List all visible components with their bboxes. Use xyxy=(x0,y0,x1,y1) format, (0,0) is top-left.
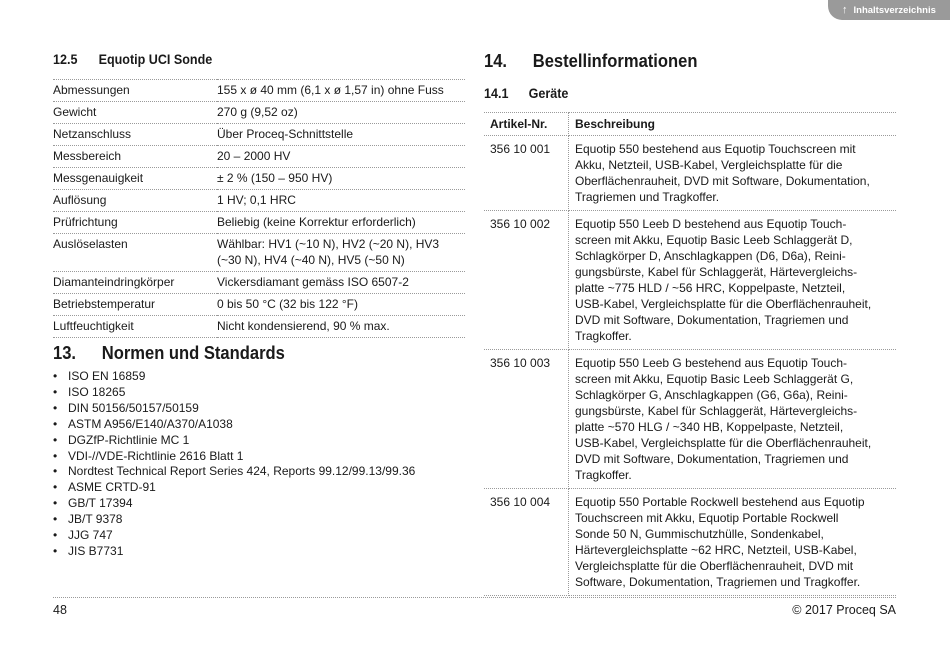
spec-key: Luftfeuchtigkeit xyxy=(53,316,217,338)
description-line: DVD mit Software, Dokumentation, Tragriemen und xyxy=(575,313,849,327)
description-line: Vergleichsplatte für die Oberflächenrauheit, DVD mit xyxy=(575,559,854,573)
standard-text: GB/T 17394 xyxy=(68,496,133,511)
spec-key: Messbereich xyxy=(53,146,217,168)
toc-link-label: Inhaltsverzeichnis xyxy=(853,5,936,16)
spec-value xyxy=(217,168,465,190)
spec-key: Abmessungen xyxy=(53,80,217,102)
standard-text: ISO EN 16859 xyxy=(68,369,146,383)
description-line: screen mit Akku, Equotip Basic Leeb Schlaggerät D, xyxy=(575,233,853,247)
spec-row xyxy=(53,80,465,102)
article-description xyxy=(569,211,897,350)
section-14-heading xyxy=(484,51,697,72)
spec-row xyxy=(53,212,465,234)
spec-value-line: 20 – 2000 HV xyxy=(217,149,291,163)
section-number: 12.5 xyxy=(53,52,78,67)
bullet-icon: • xyxy=(53,543,58,558)
description-line: Tragkoffer. xyxy=(575,329,632,343)
bullet-icon: • xyxy=(53,448,58,463)
bullet-icon: • xyxy=(53,432,58,447)
description-line: gungsbürste, Kabel für Schlaggerät, Härtevergleichs- xyxy=(575,265,858,279)
list-item xyxy=(53,480,415,496)
description-line: platte ~570 HLG / ~340 HB, Koppelpaste, Netzteil, xyxy=(575,420,844,434)
list-item xyxy=(53,449,415,465)
spec-value-line: 155 x ø 40 mm (6,1 x ø 1,57 in) ohne Fuss xyxy=(217,83,444,97)
description-line: Touchscreen mit Akku, Equotip Portable Rockwell xyxy=(575,511,839,525)
list-item xyxy=(53,433,415,449)
spec-key: Betriebstemperatur xyxy=(53,294,217,316)
spec-key: Auflösung xyxy=(53,190,217,212)
arrow-up-icon: ↑ xyxy=(842,4,848,16)
article-number: 356 10 003 xyxy=(484,350,569,489)
spec-value-line: Über Proceq-Schnittstelle xyxy=(217,127,354,141)
bullet-icon: • xyxy=(53,464,58,479)
section-number: 14.1 xyxy=(484,86,509,101)
list-item xyxy=(53,512,415,528)
bullet-icon: • xyxy=(53,369,58,383)
bullet-icon: • xyxy=(53,512,58,527)
description-line: Tragriemen und Tragkoffer. xyxy=(575,190,720,204)
spec-row xyxy=(53,146,465,168)
list-item xyxy=(53,369,415,385)
description-line: Schlagkörper D, Anschlagkappen (D6, D6a), Reini- xyxy=(575,249,846,263)
table-row xyxy=(484,211,896,350)
description-line: Oberflächenrauheit, DVD mit Software, Dokumentation, xyxy=(575,174,870,188)
article-description xyxy=(569,136,897,211)
footer-divider xyxy=(53,597,896,598)
section-12-5-heading xyxy=(53,52,212,67)
description-line: DVD mit Software, Dokumentation, Tragriemen und xyxy=(575,452,849,466)
column-header-article: Artikel-Nr. xyxy=(484,113,569,136)
standard-text: DIN 50156/50157/50159 xyxy=(68,400,199,415)
bullet-icon: • xyxy=(53,400,58,415)
section-14-1-heading xyxy=(484,86,568,101)
standard-text: VDI-//VDE-Richtlinie 2616 Blatt 1 xyxy=(68,448,244,463)
description-line: Equotip 550 Leeb D bestehend aus Equotip Touch- xyxy=(575,217,847,231)
column-header-description: Beschreibung xyxy=(569,113,897,136)
spec-value xyxy=(217,80,465,102)
article-description xyxy=(569,350,897,489)
article-number: 356 10 004 xyxy=(484,489,569,596)
spec-key: Netzanschluss xyxy=(53,124,217,146)
description-line: Equotip 550 Leeb G bestehend aus Equotip Touch- xyxy=(575,356,847,370)
table-row xyxy=(484,350,896,489)
spec-value-line: (~30 N), HV4 (~40 N), HV5 (~50 N) xyxy=(217,253,405,267)
spec-row xyxy=(53,124,465,146)
description-line: Akku, Netzteil, USB-Kabel, Vergleichsplatte für die xyxy=(575,158,843,172)
article-number: 356 10 001 xyxy=(484,136,569,211)
section-title: Geräte xyxy=(528,86,569,101)
standard-text: DGZfP-Richtlinie MC 1 xyxy=(68,432,190,447)
spec-row xyxy=(53,190,465,212)
description-line: USB-Kabel, Vergleichsplatte für die Oberflächenrauheit, xyxy=(575,297,872,311)
spec-value xyxy=(217,102,465,124)
description-line: Schlagkörper G, Anschlagkappen (G6, G6a), Reini- xyxy=(575,388,848,402)
spec-value-line: 270 g (9,52 oz) xyxy=(217,105,298,119)
specs-table xyxy=(53,79,465,338)
spec-key: Messgenauigkeit xyxy=(53,168,217,190)
order-table-header-row xyxy=(484,113,896,136)
description-line: Software, Dokumentation, Tragriemen und Tragkoffer. xyxy=(575,575,861,589)
spec-key: Gewicht xyxy=(53,102,217,124)
section-number: 14. xyxy=(484,51,508,71)
description-line: Sonde 50 N, Gummischutzhülle, Sondenkabel, xyxy=(575,527,824,541)
list-item xyxy=(53,385,415,401)
standard-text: ASME CRTD-91 xyxy=(68,480,156,495)
standard-text: Nordtest Technical Report Series 424, Reports 99.12/99.13/99.36 xyxy=(68,464,416,479)
order-table xyxy=(484,112,896,596)
article-number: 356 10 002 xyxy=(484,211,569,350)
bullet-icon: • xyxy=(53,528,58,543)
description-line: Equotip 550 bestehend aus Equotip Touchscreen mit xyxy=(575,142,856,156)
description-line: Tragkoffer. xyxy=(575,468,632,482)
spec-value xyxy=(217,294,465,316)
spec-row xyxy=(53,102,465,124)
spec-row xyxy=(53,294,465,316)
spec-key: Prüfrichtung xyxy=(53,212,217,234)
bullet-icon: • xyxy=(53,496,58,511)
section-title: Bestellinformationen xyxy=(532,51,698,71)
standard-text: JIS B7731 xyxy=(68,543,124,558)
table-row xyxy=(484,489,896,596)
toc-link-tab[interactable] xyxy=(828,0,950,20)
bullet-icon: • xyxy=(53,384,58,399)
bullet-icon: • xyxy=(53,416,58,431)
description-line: USB-Kabel, Vergleichsplatte für die Oberflächenrauheit, xyxy=(575,436,872,450)
spec-value-line: Beliebig (keine Korrektur erforderlich) xyxy=(217,215,416,229)
list-item xyxy=(53,544,415,560)
spec-value xyxy=(217,124,465,146)
page-number: 48 xyxy=(53,603,67,617)
spec-value xyxy=(217,316,465,338)
copyright: © 2017 Proceq SA xyxy=(792,603,896,617)
bullet-icon: • xyxy=(53,480,58,495)
spec-value-line: Vickersdiamant gemäss ISO 6507-2 xyxy=(217,275,409,289)
spec-value xyxy=(217,212,465,234)
spec-row xyxy=(53,234,465,272)
spec-row xyxy=(53,316,465,338)
standard-text: JB/T 9378 xyxy=(68,512,123,527)
spec-key: Auslöselasten xyxy=(53,234,217,272)
section-title: Equotip UCI Sonde xyxy=(98,52,213,67)
spec-value-line: ± 2 % (150 – 950 HV) xyxy=(217,171,333,185)
section-title: Normen und Standards xyxy=(101,343,285,363)
standard-text: JJG 747 xyxy=(68,528,113,543)
standard-text: ISO 18265 xyxy=(68,384,126,399)
standard-text: ASTM A956/E140/A370/A1038 xyxy=(68,416,233,431)
spec-value-line: Nicht kondensierend, 90 % max. xyxy=(217,319,390,333)
spec-value-line: Wählbar: HV1 (~10 N), HV2 (~20 N), HV3 xyxy=(217,237,440,251)
list-item xyxy=(53,496,415,512)
list-item xyxy=(53,417,415,433)
spec-row xyxy=(53,272,465,294)
spec-row xyxy=(53,168,465,190)
description-line: Härtevergleichsplatte ~62 HRC, Netzteil, USB-Kabel, xyxy=(575,543,857,557)
spec-value xyxy=(217,190,465,212)
spec-key: Diamanteindringkörper xyxy=(53,272,217,294)
table-row xyxy=(484,136,896,211)
article-description xyxy=(569,489,897,596)
spec-value xyxy=(217,272,465,294)
description-line: gungsbürste, Kabel für Schlaggerät, Härtevergleichs- xyxy=(575,404,858,418)
section-number: 13. xyxy=(53,343,77,363)
spec-value-line: 0 bis 50 °C (32 bis 122 °F) xyxy=(217,297,358,311)
standards-list xyxy=(53,369,415,560)
spec-value xyxy=(217,234,465,272)
section-13-heading xyxy=(53,343,285,364)
list-item xyxy=(53,528,415,544)
spec-value-line: 1 HV; 0,1 HRC xyxy=(217,193,296,207)
list-item xyxy=(53,401,415,417)
description-line: screen mit Akku, Equotip Basic Leeb Schlaggerät G, xyxy=(575,372,854,386)
list-item xyxy=(53,464,415,480)
description-line: Equotip 550 Portable Rockwell bestehend aus Equotip xyxy=(575,495,865,509)
spec-value xyxy=(217,146,465,168)
description-line: platte ~775 HLD / ~56 HRC, Koppelpaste, Netzteil, xyxy=(575,281,846,295)
